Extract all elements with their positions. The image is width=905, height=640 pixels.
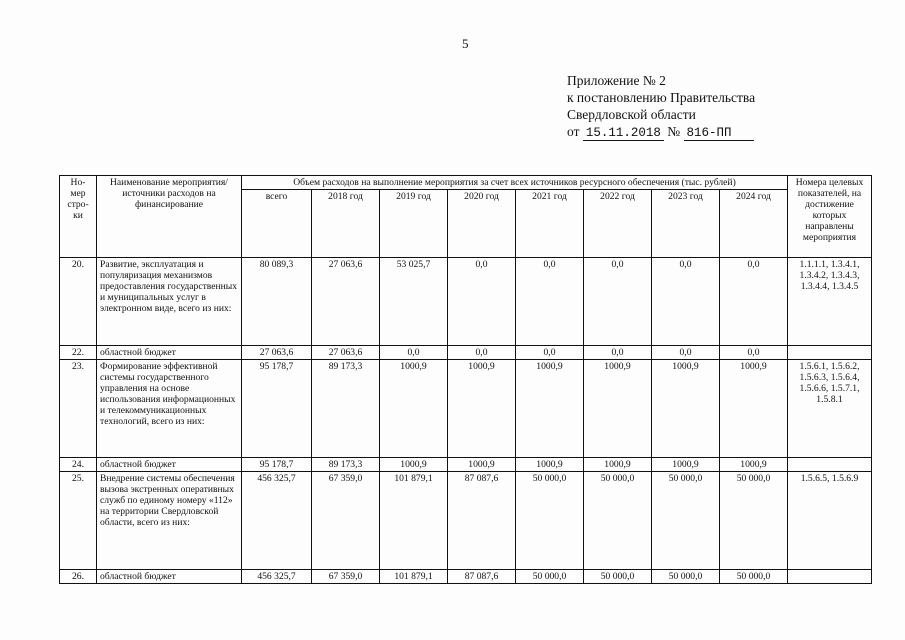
cell-2020: 87 087,6 <box>448 472 516 570</box>
cell-2018: 27 063,6 <box>312 258 380 346</box>
cell-targets <box>788 346 872 360</box>
header-2020: 2020 год <box>448 190 516 258</box>
cell-targets: 1.1.1.1, 1.3.4.1, 1.3.4.2, 1.3.4.3, 1.3.4.4, 1.3.4.5 <box>788 258 872 346</box>
cell-2022: 0,0 <box>584 346 652 360</box>
row-name: областной бюджет <box>97 458 242 472</box>
row-name: областной бюджет <box>97 570 242 584</box>
cell-total: 456 325,7 <box>242 472 312 570</box>
cell-2019: 1000,9 <box>380 360 448 458</box>
cell-2023: 0,0 <box>652 346 720 360</box>
table-row <box>60 258 872 346</box>
row-number: 23. <box>60 360 97 458</box>
annex-date-line <box>567 123 755 142</box>
row-name: областной бюджет <box>97 346 242 360</box>
cell-2023: 50 000,0 <box>652 570 720 584</box>
cell-2024: 50 000,0 <box>720 472 788 570</box>
cell-total: 95 178,7 <box>242 458 312 472</box>
cell-2019: 53 025,7 <box>380 258 448 346</box>
cell-2024: 1000,9 <box>720 360 788 458</box>
header-2021: 2021 год <box>516 190 584 258</box>
cell-2019: 0,0 <box>380 346 448 360</box>
cell-2020: 1000,9 <box>448 458 516 472</box>
table-row <box>60 458 872 472</box>
cell-2022: 50 000,0 <box>584 570 652 584</box>
cell-2022: 50 000,0 <box>584 472 652 570</box>
annex-line-2: к постановлению Правительства <box>567 90 756 105</box>
cell-2019: 101 879,1 <box>380 472 448 570</box>
row-number: 26. <box>60 570 97 584</box>
cell-2020: 0,0 <box>448 258 516 346</box>
table-row <box>60 346 872 360</box>
cell-targets <box>788 570 872 584</box>
cell-2020: 0,0 <box>448 346 516 360</box>
cell-2021: 1000,9 <box>516 360 584 458</box>
cell-2018: 67 359,0 <box>312 570 380 584</box>
cell-2021: 50 000,0 <box>516 570 584 584</box>
table-row <box>60 570 872 584</box>
table-row <box>60 472 872 570</box>
header-total: всего <box>242 190 312 258</box>
cell-2022: 1000,9 <box>584 458 652 472</box>
cell-2020: 87 087,6 <box>448 570 516 584</box>
cell-2019: 101 879,1 <box>380 570 448 584</box>
row-name: Формирование эффективной системы государственного управления на основе использования информационных и телекоммуникационных технологий, всего из них: <box>97 360 242 458</box>
cell-2022: 1000,9 <box>584 360 652 458</box>
cell-2024: 0,0 <box>720 346 788 360</box>
annex-block <box>567 72 755 142</box>
cell-2018: 67 359,0 <box>312 472 380 570</box>
cell-2019: 1000,9 <box>380 458 448 472</box>
cell-2021: 0,0 <box>516 258 584 346</box>
cell-2018: 89 173,3 <box>312 458 380 472</box>
number-prefix: № <box>667 124 681 139</box>
cell-targets: 1.5.6.5, 1.5.6.9 <box>788 472 872 570</box>
header-2018: 2018 год <box>312 190 380 258</box>
cell-2021: 0,0 <box>516 346 584 360</box>
row-number: 20. <box>60 258 97 346</box>
annex-line-3: Свердловской области <box>567 107 696 122</box>
cell-2024: 1000,9 <box>720 458 788 472</box>
cell-2022: 0,0 <box>584 258 652 346</box>
header-name: Наименование мероприятия/ источники расходов на финансирование <box>97 176 242 258</box>
annex-title: Приложение № 2 <box>567 73 666 88</box>
date-value: 15.11.2018 <box>583 126 664 141</box>
cell-2023: 50 000,0 <box>652 472 720 570</box>
header-row-1 <box>60 176 872 190</box>
cell-2020: 1000,9 <box>448 360 516 458</box>
cell-total: 95 178,7 <box>242 360 312 458</box>
page-number: 5 <box>462 36 469 51</box>
cell-targets <box>788 458 872 472</box>
cell-2021: 50 000,0 <box>516 472 584 570</box>
cell-2023: 0,0 <box>652 258 720 346</box>
cell-2021: 1000,9 <box>516 458 584 472</box>
cell-total: 80 089,3 <box>242 258 312 346</box>
header-2024: 2024 год <box>720 190 788 258</box>
expenses-table <box>59 175 872 584</box>
cell-2024: 0,0 <box>720 258 788 346</box>
header-2019: 2019 год <box>380 190 448 258</box>
row-name: Внедрение системы обеспечения вызова экстренных оперативных служб по единому номеру «112» на территории Свердловской области, всего из них: <box>97 472 242 570</box>
cell-2023: 1000,9 <box>652 360 720 458</box>
cell-total: 456 325,7 <box>242 570 312 584</box>
number-value: 816-ПП <box>684 126 754 141</box>
row-name: Развитие, эксплуатация и популяризация механизмов предоставления государственных и муниципальных услуг в электронном виде, всего из них: <box>97 258 242 346</box>
cell-total: 27 063,6 <box>242 346 312 360</box>
header-2023: 2023 год <box>652 190 720 258</box>
header-2022: 2022 год <box>584 190 652 258</box>
table-row <box>60 360 872 458</box>
row-number: 22. <box>60 346 97 360</box>
cell-2024: 50 000,0 <box>720 570 788 584</box>
header-targets: Номера целевых показателей, на достижение которых направлены мероприятия <box>788 176 872 258</box>
row-number: 25. <box>60 472 97 570</box>
date-prefix: от <box>567 124 580 139</box>
cell-2023: 1000,9 <box>652 458 720 472</box>
cell-2018: 89 173,3 <box>312 360 380 458</box>
cell-2018: 27 063,6 <box>312 346 380 360</box>
cell-targets: 1.5.6.1, 1.5.6.2, 1.5.6.3, 1.5.6.4, 1.5.6.6, 1.5.7.1, 1.5.8.1 <box>788 360 872 458</box>
header-row-number: Но-мер стро-ки <box>60 176 97 258</box>
row-number: 24. <box>60 458 97 472</box>
header-volume: Объем расходов на выполнение мероприятия за счет всех источников ресурсного обеспечения (тыс. рублей) <box>242 176 788 190</box>
